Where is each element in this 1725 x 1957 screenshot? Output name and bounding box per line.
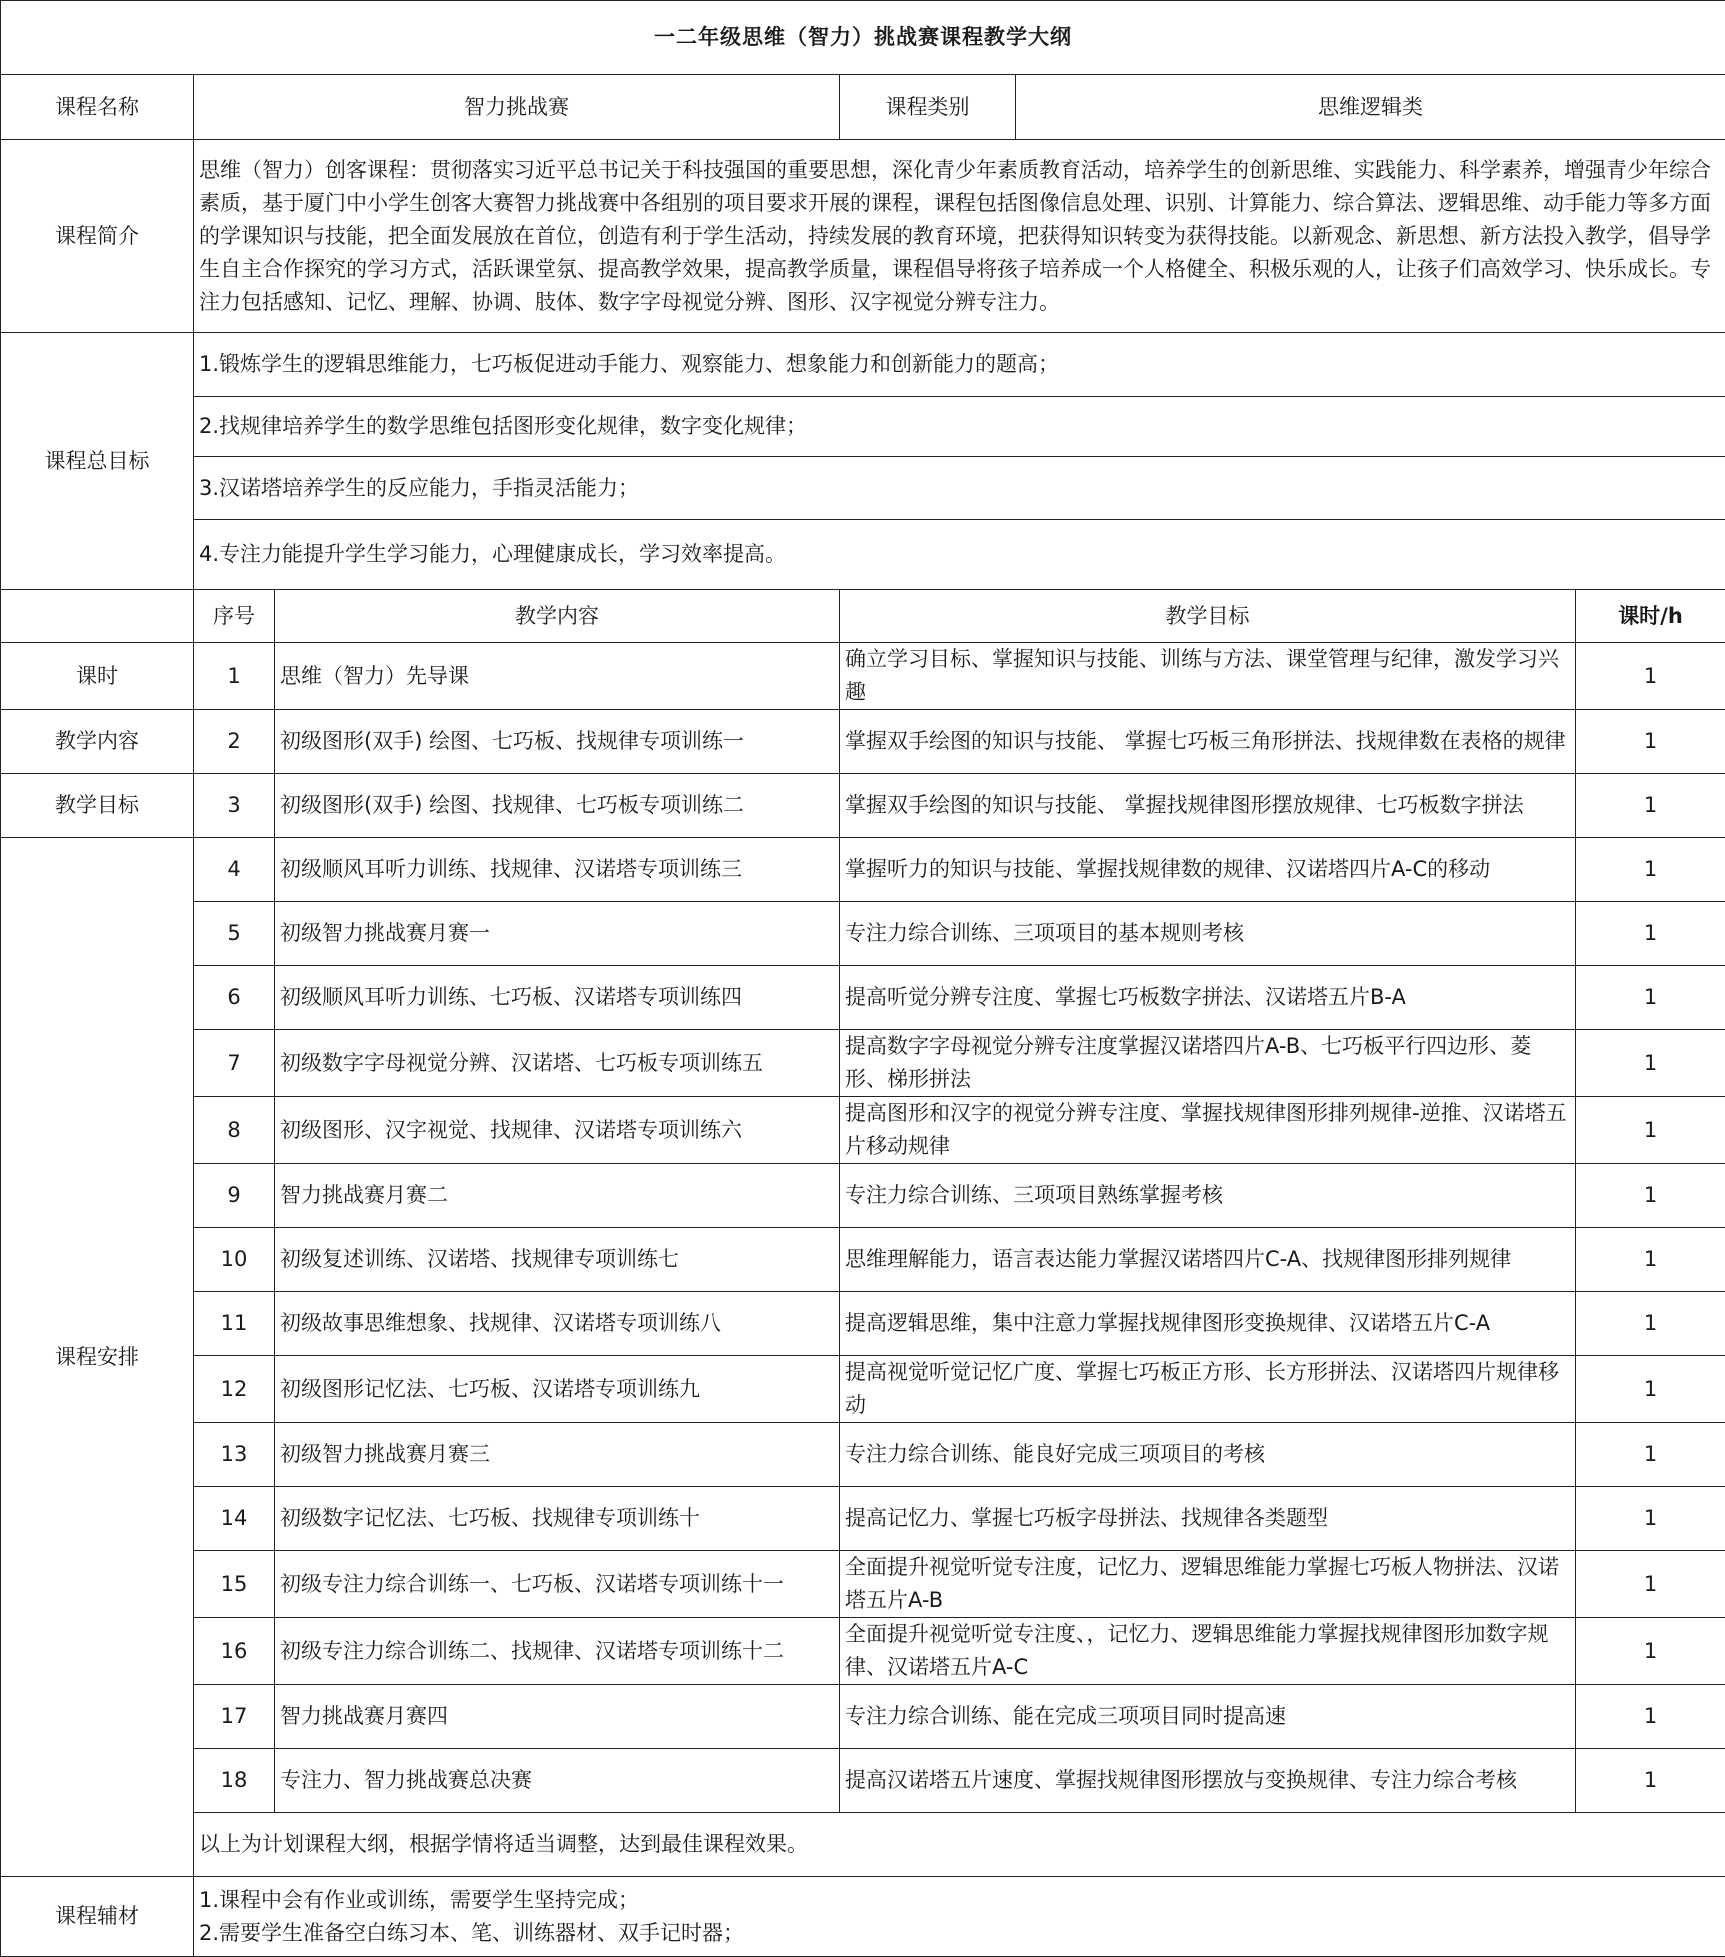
schedule-note: 以上为计划课程大纲，根据学情将适当调整，达到最佳课程效果。 bbox=[194, 1813, 1725, 1877]
lesson-no: 16 bbox=[194, 1618, 275, 1685]
header-content: 教学内容 bbox=[275, 590, 840, 643]
lesson-hours: 1 bbox=[1576, 1228, 1725, 1292]
lesson-content: 初级图形(双手) 绘图、七巧板、找规律专项训练一 bbox=[275, 710, 840, 774]
side-label-schedule: 课程安排 bbox=[1, 838, 194, 1877]
goal-item-3: 3.汉诺塔培养学生的反应能力，手指灵活能力； bbox=[194, 457, 1725, 520]
course-info-row bbox=[1, 75, 1725, 140]
lesson-objective: 确立学习目标、掌握知识与技能、训练与方法、课堂管理与纪律，激发学习兴趣 bbox=[840, 643, 1576, 710]
course-type-label: 课程类别 bbox=[840, 75, 1016, 140]
lesson-content: 初级数字字母视觉分辨、汉诺塔、七巧板专项训练五 bbox=[275, 1030, 840, 1097]
lesson-content: 初级图形、汉字视觉、找规律、汉诺塔专项训练六 bbox=[275, 1097, 840, 1164]
lesson-objective: 提高逻辑思维，集中注意力掌握找规律图形变换规律、汉诺塔五片C-A bbox=[840, 1292, 1576, 1356]
lesson-hours: 1 bbox=[1576, 1749, 1725, 1813]
lesson-no: 6 bbox=[194, 966, 275, 1030]
lesson-no: 14 bbox=[194, 1487, 275, 1551]
materials-text bbox=[194, 1877, 1725, 1957]
side-label-objective: 教学目标 bbox=[1, 774, 194, 838]
material-item-2: 2.需要学生准备空白练习本、笔、训练器材、双手记时器； bbox=[199, 1917, 1720, 1950]
lesson-objective: 提高数字字母视觉分辨专注度掌握汉诺塔四片A-B、七巧板平行四边形、菱形、梯形拼法 bbox=[840, 1030, 1576, 1097]
blank-cell bbox=[1, 590, 194, 643]
lesson-hours: 1 bbox=[1576, 838, 1725, 902]
goal-row bbox=[1, 397, 1725, 457]
goal-row bbox=[1, 457, 1725, 520]
lesson-objective: 专注力综合训练、三项项目熟练掌握考核 bbox=[840, 1164, 1576, 1228]
table-row bbox=[1, 1097, 1725, 1164]
lesson-no: 17 bbox=[194, 1685, 275, 1749]
lesson-content: 初级专注力综合训练二、找规律、汉诺塔专项训练十二 bbox=[275, 1618, 840, 1685]
table-row bbox=[1, 1618, 1725, 1685]
goal-item-2: 2.找规律培养学生的数学思维包括图形变化规律，数字变化规律； bbox=[194, 397, 1725, 457]
lesson-no: 4 bbox=[194, 838, 275, 902]
goal-row bbox=[1, 520, 1725, 590]
material-item-1: 1.课程中会有作业或训练，需要学生坚持完成； bbox=[199, 1884, 1720, 1917]
table-row bbox=[1, 966, 1725, 1030]
lesson-content: 初级专注力综合训练一、七巧板、汉诺塔专项训练十一 bbox=[275, 1551, 840, 1618]
lesson-content: 专注力、智力挑战赛总决赛 bbox=[275, 1749, 840, 1813]
table-row bbox=[1, 1292, 1725, 1356]
table-row bbox=[1, 1356, 1725, 1423]
title-row bbox=[1, 1, 1725, 75]
lesson-objective: 专注力综合训练、能良好完成三项项目的考核 bbox=[840, 1423, 1576, 1487]
table-row bbox=[1, 1423, 1725, 1487]
intro-row bbox=[1, 140, 1725, 333]
lesson-no: 8 bbox=[194, 1097, 275, 1164]
lesson-no: 10 bbox=[194, 1228, 275, 1292]
lesson-hours: 1 bbox=[1576, 1423, 1725, 1487]
lesson-no: 3 bbox=[194, 774, 275, 838]
lesson-hours: 1 bbox=[1576, 643, 1725, 710]
lesson-no: 1 bbox=[194, 643, 275, 710]
lesson-content: 初级顺风耳听力训练、七巧板、汉诺塔专项训练四 bbox=[275, 966, 840, 1030]
lesson-objective: 掌握双手绘图的知识与技能、 掌握找规律图形摆放规律、七巧板数字拼法 bbox=[840, 774, 1576, 838]
lesson-objective: 提高图形和汉字的视觉分辨专注度、掌握找规律图形排列规律-逆推、汉诺塔五片移动规律 bbox=[840, 1097, 1576, 1164]
materials-label: 课程辅材 bbox=[1, 1877, 194, 1957]
materials-row bbox=[1, 1877, 1725, 1957]
lesson-content: 初级智力挑战赛月赛三 bbox=[275, 1423, 840, 1487]
lesson-content: 智力挑战赛月赛四 bbox=[275, 1685, 840, 1749]
table-row bbox=[1, 838, 1725, 902]
lesson-hours: 1 bbox=[1576, 1164, 1725, 1228]
lesson-hours: 1 bbox=[1576, 1097, 1725, 1164]
goal-item-1: 1.锻炼学生的逻辑思维能力，七巧板促进动手能力、观察能力、想象能力和创新能力的题高； bbox=[194, 333, 1725, 397]
intro-text: 思维（智力）创客课程：贯彻落实习近平总书记关于科技强国的重要思想，深化青少年素质教育活动，培养学生的创新思维、实践能力、科学素养，增强青少年综合素质，基于厦门中小学生创客大赛智力挑战赛中各组别的项目要求开展的课程，课程包括图像信息处理、识别、计算能力、综合算法、逻辑思维、动手能力等多方面的学课知识与技能，把全面发展放在首位，创造有利于学生活动，持续发展的教育环境，把获得知识转变为获得技能。以新观念、新思想、新方法投入教学，倡导学生自主合作探究的学习方式，活跃课堂氛、提高教学效果，提高教学质量，课程倡导将孩子培养成一个人格健全、积极乐观的人，让孩子们高效学习、快乐成长。专注力包括感知、记忆、理解、协调、肢体、数字字母视觉分辨、图形、汉字视觉分辨专注力。 bbox=[194, 140, 1725, 333]
lesson-no: 5 bbox=[194, 902, 275, 966]
header-objective: 教学目标 bbox=[840, 590, 1576, 643]
lesson-content: 初级数字记忆法、七巧板、找规律专项训练十 bbox=[275, 1487, 840, 1551]
table-row bbox=[1, 710, 1725, 774]
lesson-no: 18 bbox=[194, 1749, 275, 1813]
lesson-hours: 1 bbox=[1576, 710, 1725, 774]
lesson-objective: 专注力综合训练、能在完成三项项目同时提高速 bbox=[840, 1685, 1576, 1749]
goal-row bbox=[1, 333, 1725, 397]
table-row bbox=[1, 1551, 1725, 1618]
lesson-objective: 提高视觉听觉记忆广度、掌握七巧板正方形、长方形拼法、汉诺塔四片规律移动 bbox=[840, 1356, 1576, 1423]
lesson-content: 初级图形记忆法、七巧板、汉诺塔专项训练九 bbox=[275, 1356, 840, 1423]
note-row bbox=[1, 1813, 1725, 1877]
table-row bbox=[1, 1749, 1725, 1813]
lesson-content: 初级复述训练、汉诺塔、找规律专项训练七 bbox=[275, 1228, 840, 1292]
lesson-no: 7 bbox=[194, 1030, 275, 1097]
table-row bbox=[1, 1487, 1725, 1551]
lesson-hours: 1 bbox=[1576, 1551, 1725, 1618]
lesson-objective: 掌握听力的知识与技能、掌握找规律数的规律、汉诺塔四片A-C的移动 bbox=[840, 838, 1576, 902]
header-no: 序号 bbox=[194, 590, 275, 643]
lesson-objective: 掌握双手绘图的知识与技能、 掌握七巧板三角形拼法、找规律数在表格的规律 bbox=[840, 710, 1576, 774]
goal-item-4: 4.专注力能提升学生学习能力，心理健康成长，学习效率提高。 bbox=[194, 520, 1725, 590]
lesson-no: 9 bbox=[194, 1164, 275, 1228]
lesson-header-row bbox=[1, 590, 1725, 643]
lesson-no: 13 bbox=[194, 1423, 275, 1487]
table-row bbox=[1, 1228, 1725, 1292]
lesson-hours: 1 bbox=[1576, 1292, 1725, 1356]
lesson-hours: 1 bbox=[1576, 1356, 1725, 1423]
lesson-objective: 全面提升视觉听觉专注度，记忆力、逻辑思维能力掌握七巧板人物拼法、汉诺塔五片A-B bbox=[840, 1551, 1576, 1618]
lesson-no: 11 bbox=[194, 1292, 275, 1356]
lesson-content: 初级故事思维想象、找规律、汉诺塔专项训练八 bbox=[275, 1292, 840, 1356]
header-hours: 课时/h bbox=[1576, 590, 1725, 643]
side-label-hours: 课时 bbox=[1, 643, 194, 710]
lesson-objective: 思维理解能力，语言表达能力掌握汉诺塔四片C-A、找规律图形排列规律 bbox=[840, 1228, 1576, 1292]
lesson-hours: 1 bbox=[1576, 1487, 1725, 1551]
lesson-hours: 1 bbox=[1576, 1685, 1725, 1749]
lesson-hours: 1 bbox=[1576, 902, 1725, 966]
lesson-no: 12 bbox=[194, 1356, 275, 1423]
lesson-objective: 全面提升视觉听觉专注度、，记忆力、逻辑思维能力掌握找规律图形加数字规律、汉诺塔五片A-C bbox=[840, 1618, 1576, 1685]
lesson-content: 思维（智力）先导课 bbox=[275, 643, 840, 710]
table-row bbox=[1, 643, 1725, 710]
page-title: 一二年级思维（智力）挑战赛课程教学大纲 bbox=[1, 1, 1725, 75]
lesson-content: 初级智力挑战赛月赛一 bbox=[275, 902, 840, 966]
lesson-no: 15 bbox=[194, 1551, 275, 1618]
goals-label: 课程总目标 bbox=[1, 333, 194, 590]
lesson-content: 初级图形(双手) 绘图、找规律、七巧板专项训练二 bbox=[275, 774, 840, 838]
lesson-objective: 提高记忆力、掌握七巧板字母拼法、找规律各类题型 bbox=[840, 1487, 1576, 1551]
lesson-hours: 1 bbox=[1576, 1618, 1725, 1685]
lesson-objective: 提高听觉分辨专注度、掌握七巧板数字拼法、汉诺塔五片B-A bbox=[840, 966, 1576, 1030]
intro-label: 课程简介 bbox=[1, 140, 194, 333]
table-row bbox=[1, 774, 1725, 838]
lesson-content: 智力挑战赛月赛二 bbox=[275, 1164, 840, 1228]
table-row bbox=[1, 1030, 1725, 1097]
course-name-label: 课程名称 bbox=[1, 75, 194, 140]
lesson-hours: 1 bbox=[1576, 966, 1725, 1030]
table-row bbox=[1, 1685, 1725, 1749]
lesson-no: 2 bbox=[194, 710, 275, 774]
course-name-value: 智力挑战赛 bbox=[194, 75, 840, 140]
lesson-objective: 专注力综合训练、三项项目的基本规则考核 bbox=[840, 902, 1576, 966]
lesson-content: 初级顺风耳听力训练、找规律、汉诺塔专项训练三 bbox=[275, 838, 840, 902]
lesson-hours: 1 bbox=[1576, 1030, 1725, 1097]
side-label-content: 教学内容 bbox=[1, 710, 194, 774]
lesson-objective: 提高汉诺塔五片速度、掌握找规律图形摆放与变换规律、专注力综合考核 bbox=[840, 1749, 1576, 1813]
table-row bbox=[1, 902, 1725, 966]
table-row bbox=[1, 1164, 1725, 1228]
lesson-hours: 1 bbox=[1576, 774, 1725, 838]
course-type-value: 思维逻辑类 bbox=[1016, 75, 1725, 140]
